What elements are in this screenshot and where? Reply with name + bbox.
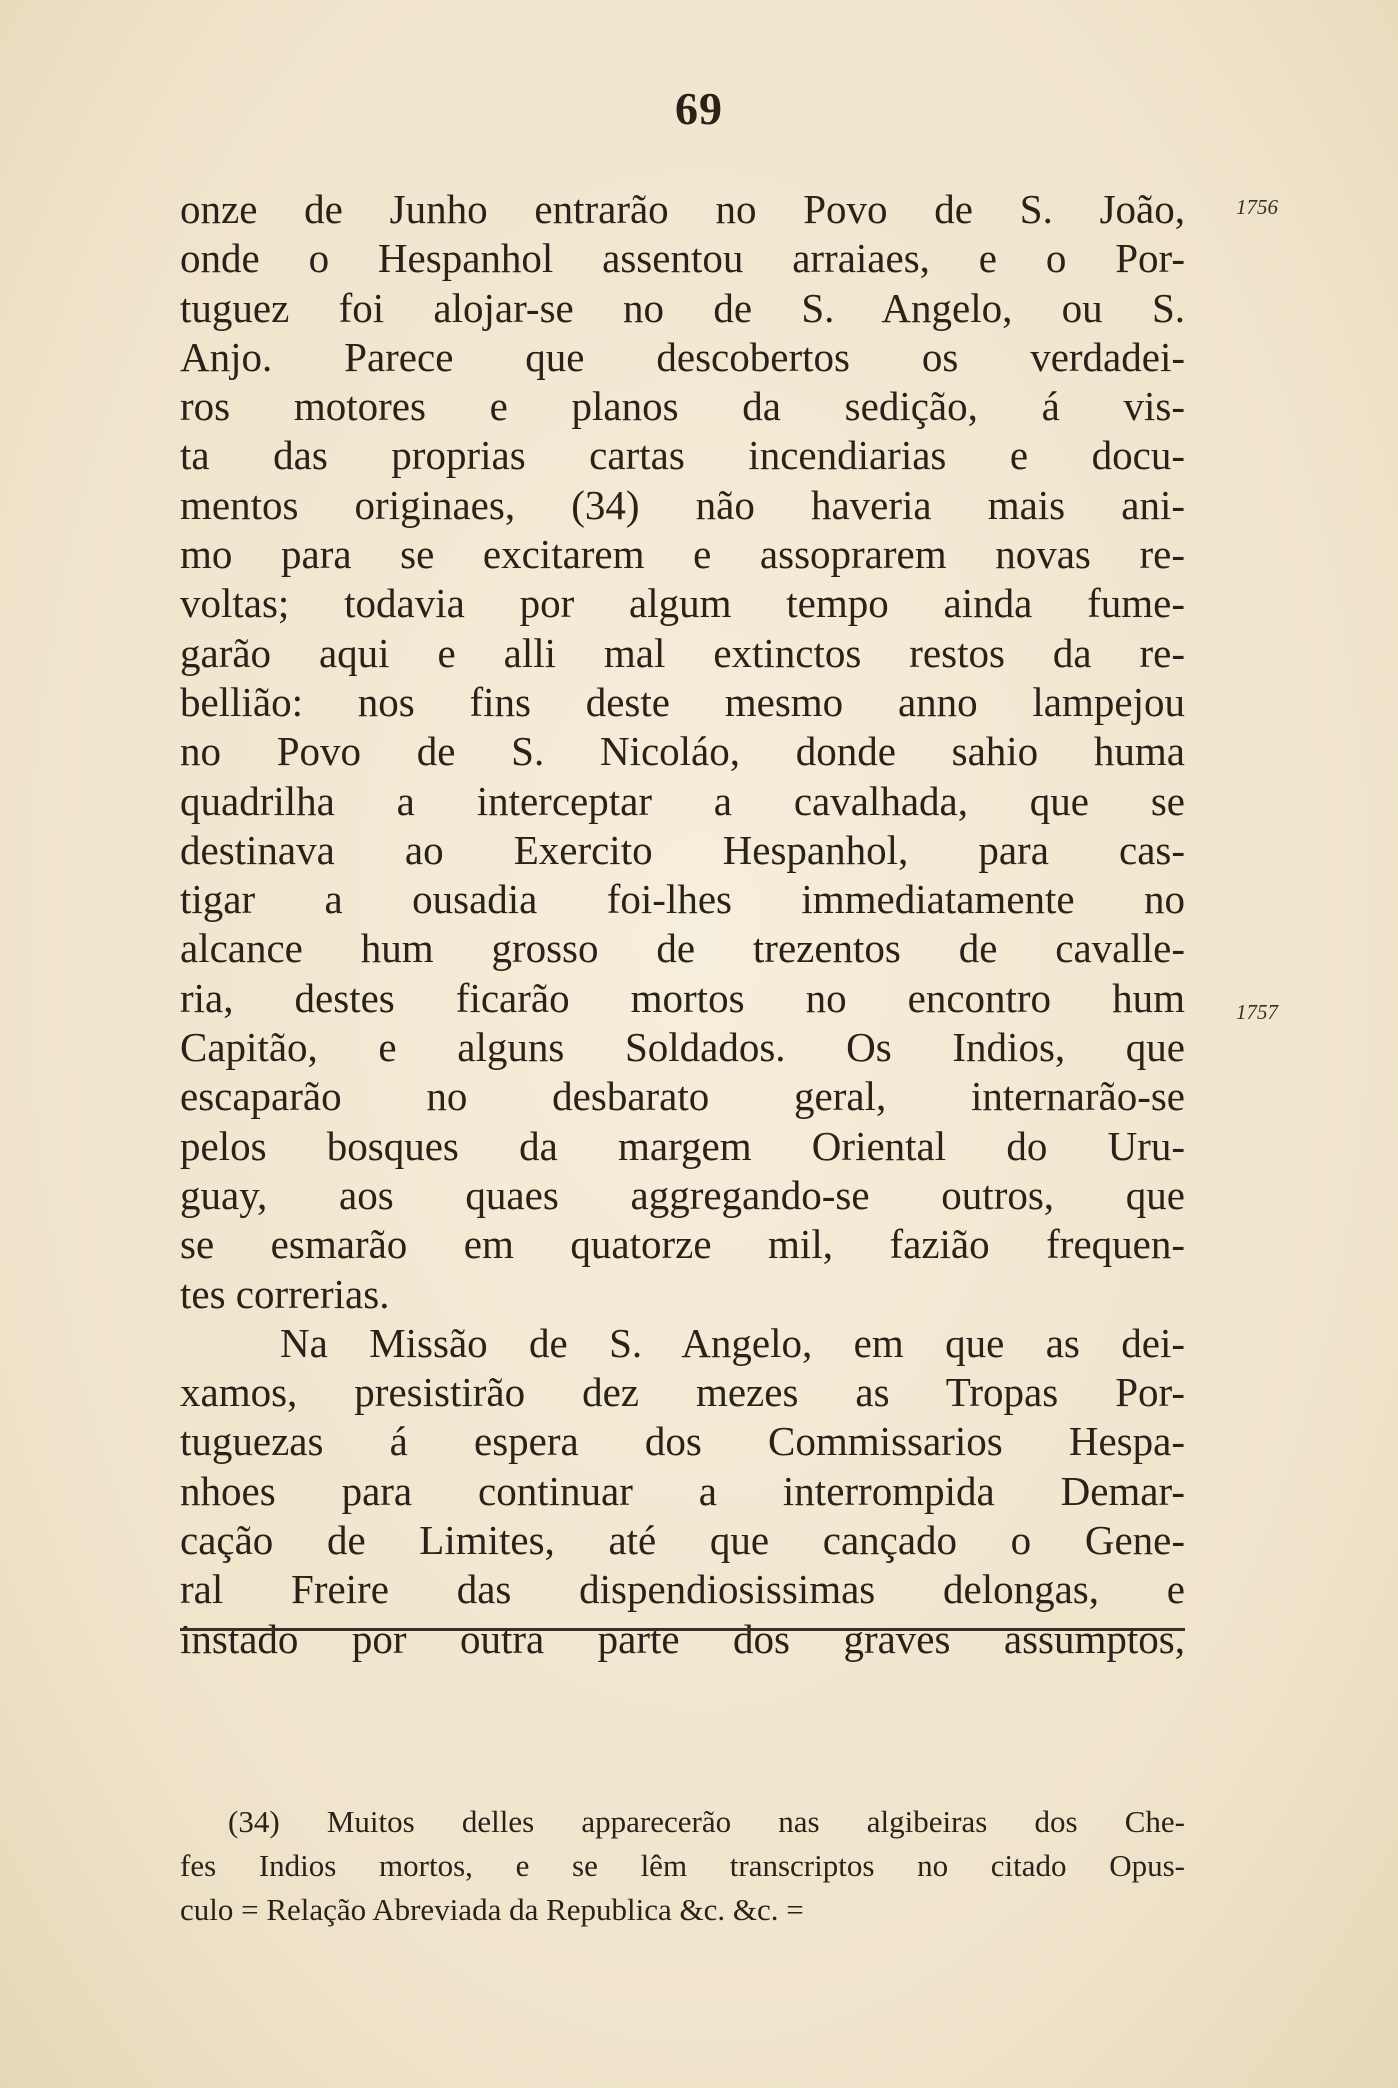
text-line: nhoes para continuar a interrompida Demar- xyxy=(180,1467,1185,1514)
text-line: ros motores e planos da sedição, á vis- xyxy=(180,383,1185,430)
text-line: tuguez foi alojar-se no de S. Angelo, ou S. xyxy=(180,284,1185,331)
text-line: guay, aos quaes aggregando-se outros, que xyxy=(180,1171,1185,1218)
text-line: ta das proprias cartas incendiarias e docu- xyxy=(180,432,1185,479)
text-line: instado por outra parte dos graves assumptos, xyxy=(180,1615,1185,1662)
text-line: escaparão no desbarato geral, internarão-se xyxy=(180,1073,1185,1120)
text-line: no Povo de S. Nicoláo, donde sahio huma xyxy=(180,728,1185,775)
text-line: cação de Limites, até que cançado o Gene- xyxy=(180,1517,1185,1564)
margin-year-1756: 1756 xyxy=(1236,195,1278,219)
body-text xyxy=(180,185,1185,1664)
text-line: Capitão, e alguns Soldados. Os Indios, que xyxy=(180,1024,1185,1071)
paragraph-end-line: tes correrias. xyxy=(180,1270,390,1317)
paragraph-start-line: Na Missão de S. Angelo, em que as dei- xyxy=(280,1319,1185,1366)
footnote-line: fes Indios mortos, e se lêm transcriptos no citado Opus- xyxy=(180,1848,1185,1883)
text-line: ral Freire das dispendiosissimas delongas, e xyxy=(180,1566,1185,1613)
text-line: pelos bosques da margem Oriental do Uru- xyxy=(180,1122,1185,1169)
text-line: quadrilha a interceptar a cavalhada, que se xyxy=(180,777,1185,824)
footnote-divider xyxy=(180,1628,1185,1631)
text-line: onde o Hespanhol assentou arraiaes, e o Por- xyxy=(180,235,1185,282)
margin-year-1757: 1757 xyxy=(1236,1000,1278,1024)
text-line: garão aqui e alli mal extinctos restos da re- xyxy=(180,629,1185,676)
text-line: xamos, presistirão dez mezes as Tropas Por- xyxy=(180,1369,1185,1416)
text-line: ria, destes ficarão mortos no encontro hum xyxy=(180,974,1185,1021)
text-line: mentos originaes, (34) não haveria mais ani- xyxy=(180,481,1185,528)
text-line: onze de Junho entrarão no Povo de S. João, xyxy=(180,186,1185,232)
footnote-line: (34) Muitos delles apparecerão nas algibeiras dos Che- xyxy=(228,1804,1185,1839)
footnote xyxy=(180,1800,1185,1932)
text-line: tuguezas á espera dos Commissarios Hespa- xyxy=(180,1418,1185,1465)
text-line: se esmarão em quatorze mil, fazião frequen- xyxy=(180,1221,1185,1268)
text-line: mo para se excitarem e assoprarem novas re- xyxy=(180,531,1185,578)
text-line: Anjo. Parece que descobertos os verdadei- xyxy=(180,333,1185,380)
text-line: tigar a ousadia foi-lhes immediatamente no xyxy=(180,876,1185,923)
text-line: alcance hum grosso de trezentos de cavalle- xyxy=(180,925,1185,972)
page-number: 69 xyxy=(675,83,723,134)
text-line: bellião: nos fins deste mesmo anno lampejou xyxy=(180,678,1185,725)
footnote-line: culo = Relação Abreviada da Republica &c. &c. = xyxy=(180,1892,804,1927)
text-line: voltas; todavia por algum tempo ainda fume- xyxy=(180,580,1185,627)
text-line: destinava ao Exercito Hespanhol, para cas- xyxy=(180,826,1185,873)
